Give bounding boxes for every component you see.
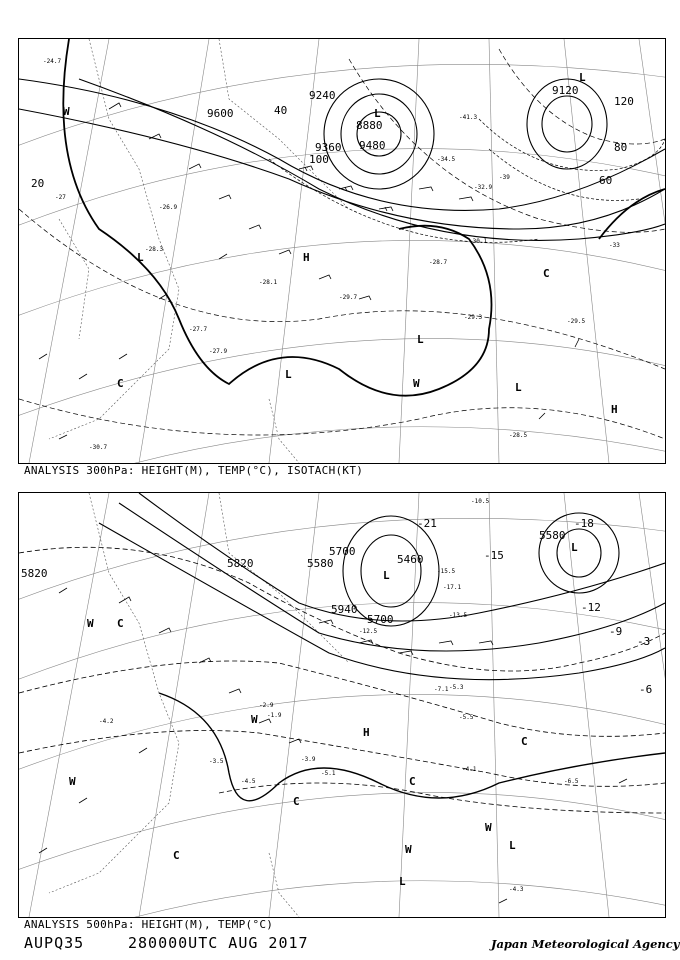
temp-contour-label: -18: [574, 517, 594, 530]
temp-label: -28.3: [145, 246, 164, 253]
valid-time: 280000UTC AUG 2017: [128, 934, 309, 952]
temp-label: -41.3: [459, 114, 478, 121]
temp-contour-label: -6: [639, 683, 653, 696]
height-label: 5700: [329, 545, 356, 558]
height-label: 5700: [367, 613, 394, 626]
chart-id: AUPQ35: [24, 934, 85, 952]
height-label: 9600: [207, 107, 234, 120]
temp-label: -4.2: [99, 718, 114, 725]
map-panel-300hpa: [18, 38, 666, 464]
system-low: L: [509, 839, 516, 852]
temp-label: -3.9: [301, 756, 316, 763]
system-low: L: [285, 368, 292, 381]
temp-label: -12.5: [359, 628, 378, 635]
height-label: 9360: [315, 141, 342, 154]
system-cold: C: [409, 775, 416, 788]
temp-label: -28.7: [429, 259, 448, 266]
temp-label: -28.1: [259, 279, 278, 286]
temp-label: -3.5: [209, 758, 224, 765]
system-warm: W: [69, 775, 76, 788]
height-label: 5580: [539, 529, 566, 542]
temp-label: -33: [609, 242, 620, 249]
height-label: 5460: [397, 553, 424, 566]
isotherms: [19, 547, 665, 813]
height-label: 9240: [309, 89, 336, 102]
temp-label: -30.7: [89, 444, 108, 451]
system-low: L: [383, 569, 390, 582]
system-low: L: [374, 107, 381, 120]
system-low: L: [417, 333, 424, 346]
system-warm: W: [413, 377, 420, 390]
height-label: 9480: [359, 139, 386, 152]
temp-label: -4.5: [241, 778, 256, 785]
temp-label: -5.1: [321, 770, 336, 777]
isotherms: [19, 49, 665, 439]
height-label: 5580: [307, 557, 334, 570]
temp-label: -30.1: [469, 238, 488, 245]
isotach-label: 80: [614, 141, 628, 154]
isotach-label: 40: [274, 104, 288, 117]
height-label: 8880: [356, 119, 383, 132]
temp-label: -15.5: [437, 568, 456, 575]
temp-label: -17.1: [443, 584, 462, 591]
system-high: H: [303, 251, 310, 264]
system-cold: C: [117, 377, 124, 390]
temp-label: -28.5: [509, 432, 528, 439]
height-label: 9120: [552, 84, 579, 97]
system-low: L: [571, 541, 578, 554]
system-low: L: [579, 71, 586, 84]
system-warm: W: [87, 617, 94, 630]
system-cold: C: [117, 617, 124, 630]
temp-label: -7.1: [434, 686, 449, 693]
temp-label: -32.9: [474, 184, 493, 191]
temp-label: -2.9: [259, 702, 274, 709]
temp-contour-label: -3: [637, 635, 651, 648]
map-300hpa-svg: [19, 39, 665, 463]
caption-500hpa: ANALYSIS 500hPa: HEIGHT(M), TEMP(°C): [24, 918, 274, 931]
temp-label: -29.3: [464, 314, 483, 321]
system-high: H: [363, 726, 370, 739]
system-cold: C: [543, 267, 550, 280]
height-label: 5820: [227, 557, 254, 570]
temp-label: -24.7: [43, 58, 62, 65]
temp-label: -4.3: [509, 886, 524, 893]
coastline: [49, 493, 349, 917]
system-warm: W: [405, 843, 412, 856]
temp-label: -10.5: [471, 498, 490, 505]
temp-label: -27.9: [209, 348, 228, 355]
temp-label: -6.5: [564, 778, 579, 785]
system-cold: C: [173, 849, 180, 862]
temp-label: -29.5: [567, 318, 586, 325]
temp-label: -5.3: [449, 684, 464, 691]
temp-label: -34.5: [437, 156, 456, 163]
temp-label: -29.7: [339, 294, 358, 301]
height-label: 5820: [21, 567, 48, 580]
height-contours: [19, 79, 665, 240]
isotach-label: 20: [31, 177, 45, 190]
system-low: L: [137, 251, 144, 264]
isotach-label: 60: [599, 174, 613, 187]
temp-label: -1.9: [267, 712, 282, 719]
map-panel-500hpa: [18, 492, 666, 918]
map-500hpa-svg: [19, 493, 665, 917]
system-high: H: [611, 403, 618, 416]
temp-label: -39: [499, 174, 510, 181]
temp-label: -5.5: [459, 714, 474, 721]
temp-contour-label: -21: [417, 517, 437, 530]
system-low: L: [399, 875, 406, 888]
temp-label: -4.1: [462, 766, 477, 773]
temp-label: -27: [55, 194, 66, 201]
height-label: 5940: [331, 603, 358, 616]
system-warm: W: [63, 105, 70, 118]
temp-label: -26.9: [159, 204, 178, 211]
temp-label: -13.5: [449, 612, 468, 619]
system-low: L: [515, 381, 522, 394]
isotach-label: 100: [309, 153, 329, 166]
system-warm: W: [251, 713, 258, 726]
caption-300hpa: ANALYSIS 300hPa: HEIGHT(M), TEMP(°C), ISOTACH(KT): [24, 464, 364, 477]
system-cold: C: [293, 795, 300, 808]
latlon-grid: [19, 39, 665, 463]
agency-name: Japan Meteorological Agency: [491, 937, 680, 951]
system-cold: C: [521, 735, 528, 748]
temp-contour-label: -15: [484, 549, 504, 562]
temp-contour-label: -9: [609, 625, 623, 638]
temp-label: -27.7: [189, 326, 208, 333]
system-warm: W: [485, 821, 492, 834]
isotach-label: 120: [614, 95, 634, 108]
temp-contour-label: -12: [581, 601, 601, 614]
